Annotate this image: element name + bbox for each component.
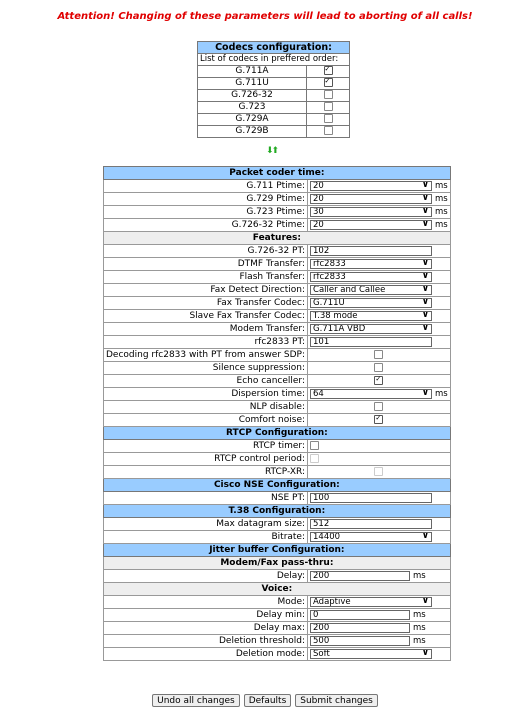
nse-pt-input[interactable]: 100 [310,493,432,503]
codec-row[interactable] [198,66,350,78]
jitter-delay-input[interactable]: 200 [310,571,410,581]
flash-transfer-select[interactable]: rfc2833 ∨ [310,272,432,282]
deletion-threshold-label: Deletion threshold: [104,635,308,648]
defaults-button[interactable]: Defaults [244,694,292,707]
action-buttons [0,694,530,707]
codec-name: G.711U [198,78,307,90]
deletion-mode-label: Deletion mode: [104,648,308,661]
rfc2833-pt-label: rfc2833 PT: [104,336,308,349]
silence-suppression-label: Silence suppression: [104,362,308,375]
silence-suppression-checkbox[interactable] [374,363,383,372]
slave-fax-codec-label: Slave Fax Transfer Codec: [104,310,308,323]
g723-ptime-label: G.723 Ptime: [104,206,308,219]
codec-row[interactable] [198,114,350,126]
unit-label: ms [435,220,448,230]
codec-name: G.726-32 [198,90,307,102]
fax-detect-direction-select[interactable]: Caller and Callee ∨ [310,285,432,295]
dtmf-transfer-label: DTMF Transfer: [104,258,308,271]
codec-row[interactable] [198,126,350,138]
fax-transfer-codec-select[interactable]: G.711U ∨ [310,298,432,308]
section-nse-title: Cisco NSE Configuration: [104,479,451,492]
g726-ptime-select[interactable]: 20 ∨ [310,220,432,230]
unit-label: ms [435,207,448,217]
decoding-rfc2833-checkbox[interactable] [374,350,383,359]
voice-mode-select[interactable]: Adaptive ∨ [310,597,432,607]
rtcp-control-period-label: RTCP control period: [104,453,308,466]
fax-transfer-codec-label: Fax Transfer Codec: [104,297,308,310]
max-datagram-label: Max datagram size: [104,518,308,531]
attention-warning: Attention! Changing of these parameters will lead to aborting of all calls! [57,11,473,22]
jitter-delay-label: Delay: [104,570,308,583]
codec-checkbox[interactable] [324,78,333,87]
nlp-disable-label: NLP disable: [104,401,308,414]
reorder-arrows-icon[interactable]: ⬇⬆ [266,146,278,156]
codec-checkbox[interactable] [324,90,333,99]
settings-table [103,166,451,661]
g729-ptime-label: G.729 Ptime: [104,193,308,206]
unit-label: ms [413,571,426,581]
codec-name: G.729A [198,114,307,126]
codec-checkbox[interactable] [324,66,333,75]
delay-max-label: Delay max: [104,622,308,635]
delay-min-input[interactable]: 0 [310,610,410,620]
voice-mode-label: Mode: [104,596,308,609]
codec-name: G.711A [198,66,307,78]
dispersion-time-select[interactable]: 64 ∨ [310,389,432,399]
max-datagram-input[interactable]: 512 [310,519,432,529]
g729-ptime-select[interactable]: 20 ∨ [310,194,432,204]
unit-label: ms [413,636,426,646]
g726-ptime-label: G.726-32 Ptime: [104,219,308,232]
modem-transfer-select[interactable]: G.711A VBD ∨ [310,324,432,334]
codecs-subtitle: List of codecs in preffered order: [198,54,350,66]
nse-pt-label: NSE PT: [104,492,308,505]
rtcp-xr-checkbox[interactable] [374,467,383,476]
flash-transfer-label: Flash Transfer: [104,271,308,284]
delay-min-label: Delay min: [104,609,308,622]
rfc2833-pt-input[interactable]: 101 [310,337,432,347]
delay-max-input[interactable]: 200 [310,623,410,633]
g726-pt-label: G.726-32 PT: [104,245,308,258]
unit-label: ms [435,181,448,191]
rtcp-xr-label: RTCP-XR: [104,466,308,479]
g726-pt-input[interactable]: 102 [310,246,432,256]
slave-fax-codec-select[interactable]: T.38 mode ∨ [310,311,432,321]
section-jitter-title: Jitter buffer Configuration: [104,544,451,557]
codec-row[interactable] [198,90,350,102]
codec-checkbox[interactable] [324,102,333,111]
dispersion-time-label: Dispersion time: [104,388,308,401]
rtcp-control-period-input[interactable] [310,454,319,463]
echo-canceller-checkbox[interactable] [374,376,383,385]
fax-detect-direction-label: Fax Detect Direction: [104,284,308,297]
dtmf-transfer-select[interactable]: rfc2833 ∨ [310,259,432,269]
codec-name: G.729B [198,126,307,138]
section-voice-title: Voice: [104,583,451,596]
unit-label: ms [413,610,426,620]
undo-all-changes-button[interactable]: Undo all changes [152,694,240,707]
codec-row[interactable] [198,78,350,90]
unit-label: ms [435,389,448,399]
codecs-config-table [197,41,350,138]
g723-ptime-select[interactable]: 30 ∨ [310,207,432,217]
codec-checkbox[interactable] [324,114,333,123]
section-packet-coder-title: Packet coder time: [104,167,451,180]
decoding-rfc2833-label: Decoding rfc2833 with PT from answer SDP: [104,349,308,362]
codec-name: G.723 [198,102,307,114]
echo-canceller-label: Echo canceller: [104,375,308,388]
g711-ptime-select[interactable]: 20 ∨ [310,181,432,191]
bitrate-select[interactable]: 14400 ∨ [310,532,432,542]
codecs-title: Codecs configuration: [198,42,350,54]
section-rtcp-title: RTCP Configuration: [104,427,451,440]
modem-transfer-label: Modem Transfer: [104,323,308,336]
section-modem-fax-title: Modem/Fax pass-thru: [104,557,451,570]
unit-label: ms [413,623,426,633]
nlp-disable-checkbox[interactable] [374,402,383,411]
submit-changes-button[interactable]: Submit changes [295,694,378,707]
comfort-noise-label: Comfort noise: [104,414,308,427]
section-features-title: Features: [104,232,451,245]
rtcp-timer-checkbox[interactable] [310,441,319,450]
section-t38-title: T.38 Configuration: [104,505,451,518]
deletion-threshold-input[interactable]: 500 [310,636,410,646]
g711-ptime-label: G.711 Ptime: [104,180,308,193]
unit-label: ms [435,194,448,204]
rtcp-timer-label: RTCP timer: [104,440,308,453]
comfort-noise-checkbox[interactable] [374,415,383,424]
codec-row[interactable] [198,102,350,114]
codec-checkbox[interactable] [324,126,333,135]
bitrate-label: Bitrate: [104,531,308,544]
deletion-mode-select[interactable]: Soft ∨ [310,649,432,659]
